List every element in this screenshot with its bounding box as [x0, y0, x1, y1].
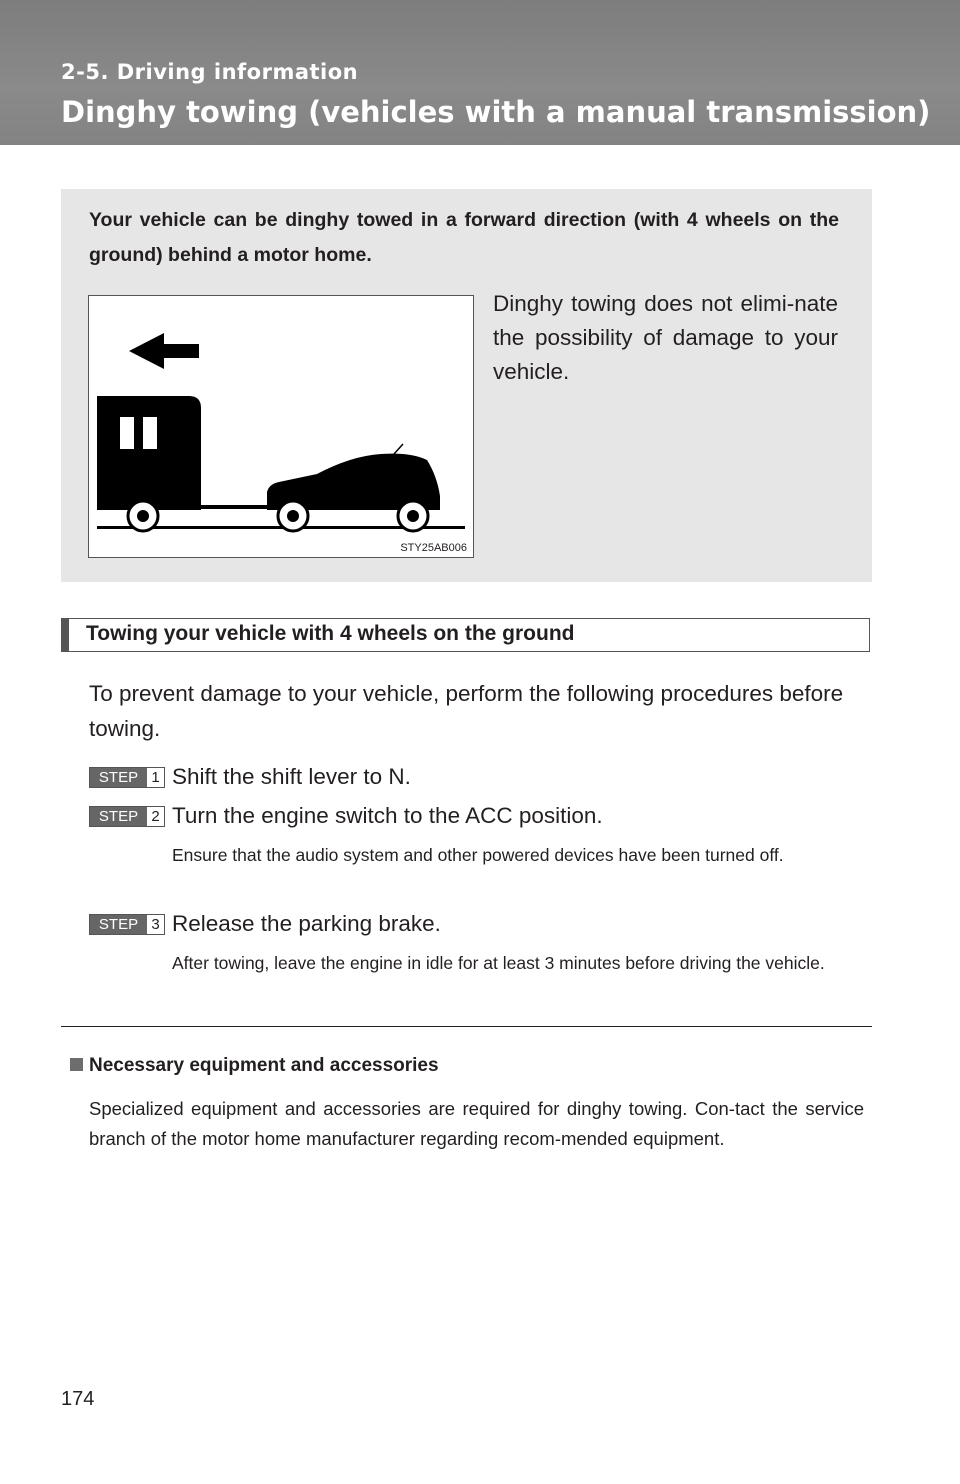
wheel-icon [128, 501, 158, 531]
step-title: Turn the engine switch to the ACC position. [172, 803, 603, 828]
direction-arrow-icon [129, 333, 199, 369]
section-label: 2-5. Driving information [61, 60, 359, 84]
towing-illustration [88, 295, 474, 558]
step-badge-number: 2 [147, 807, 164, 826]
note-body: Specialized equipment and accessories are required for dinghy towing. Con-tact the service branch of the motor home manufacturer regarding recom-mended equipment. [89, 1098, 864, 1149]
heading-bar [62, 619, 69, 651]
motorhome-towing-car-icon [89, 296, 473, 557]
step-title: Release the parking brake. [172, 911, 441, 936]
page-header [0, 0, 960, 145]
square-bullet-icon [70, 1058, 83, 1071]
section-heading [61, 618, 870, 652]
page-title: Dinghy towing (vehicles with a manual transmission) [61, 95, 931, 129]
page-number: 174 [61, 1388, 95, 1410]
divider [61, 1026, 872, 1027]
intro-box [61, 189, 872, 582]
step-badge-label: STEP [90, 768, 147, 787]
illustration-code: STY25AB006 [400, 542, 467, 554]
step-badge-label: STEP [90, 915, 147, 934]
step-badge [89, 914, 165, 935]
note-heading [70, 1055, 439, 1077]
section-heading-text: Towing your vehicle with 4 wheels on the ground [86, 622, 575, 645]
note-heading-text: Necessary equipment and accessories [89, 1055, 439, 1076]
damage-warning: Dinghy towing does not elimi-nate the possibility of damage to your vehicle. [493, 291, 838, 384]
step-title: Shift the shift lever to N. [172, 764, 411, 789]
wheel-icon [278, 501, 308, 531]
step-badge-label: STEP [90, 807, 147, 826]
step-badge-number: 1 [147, 768, 164, 787]
step-badge [89, 806, 165, 827]
step-badge-number: 3 [147, 915, 164, 934]
intro-text: Your vehicle can be dinghy towed in a forward direction (with 4 wheels on the ground) behind a motor home. [89, 209, 839, 266]
step-note: After towing, leave the engine in idle for at least 3 minutes before driving the vehicle. [172, 953, 825, 973]
motorhome-icon [97, 396, 201, 510]
step-note: Ensure that the audio system and other powered devices have been turned off. [172, 845, 784, 865]
procedure-intro: To prevent damage to your vehicle, perform the following procedures before towing. [89, 681, 844, 741]
step-badge [89, 767, 165, 788]
wheel-icon [398, 501, 428, 531]
